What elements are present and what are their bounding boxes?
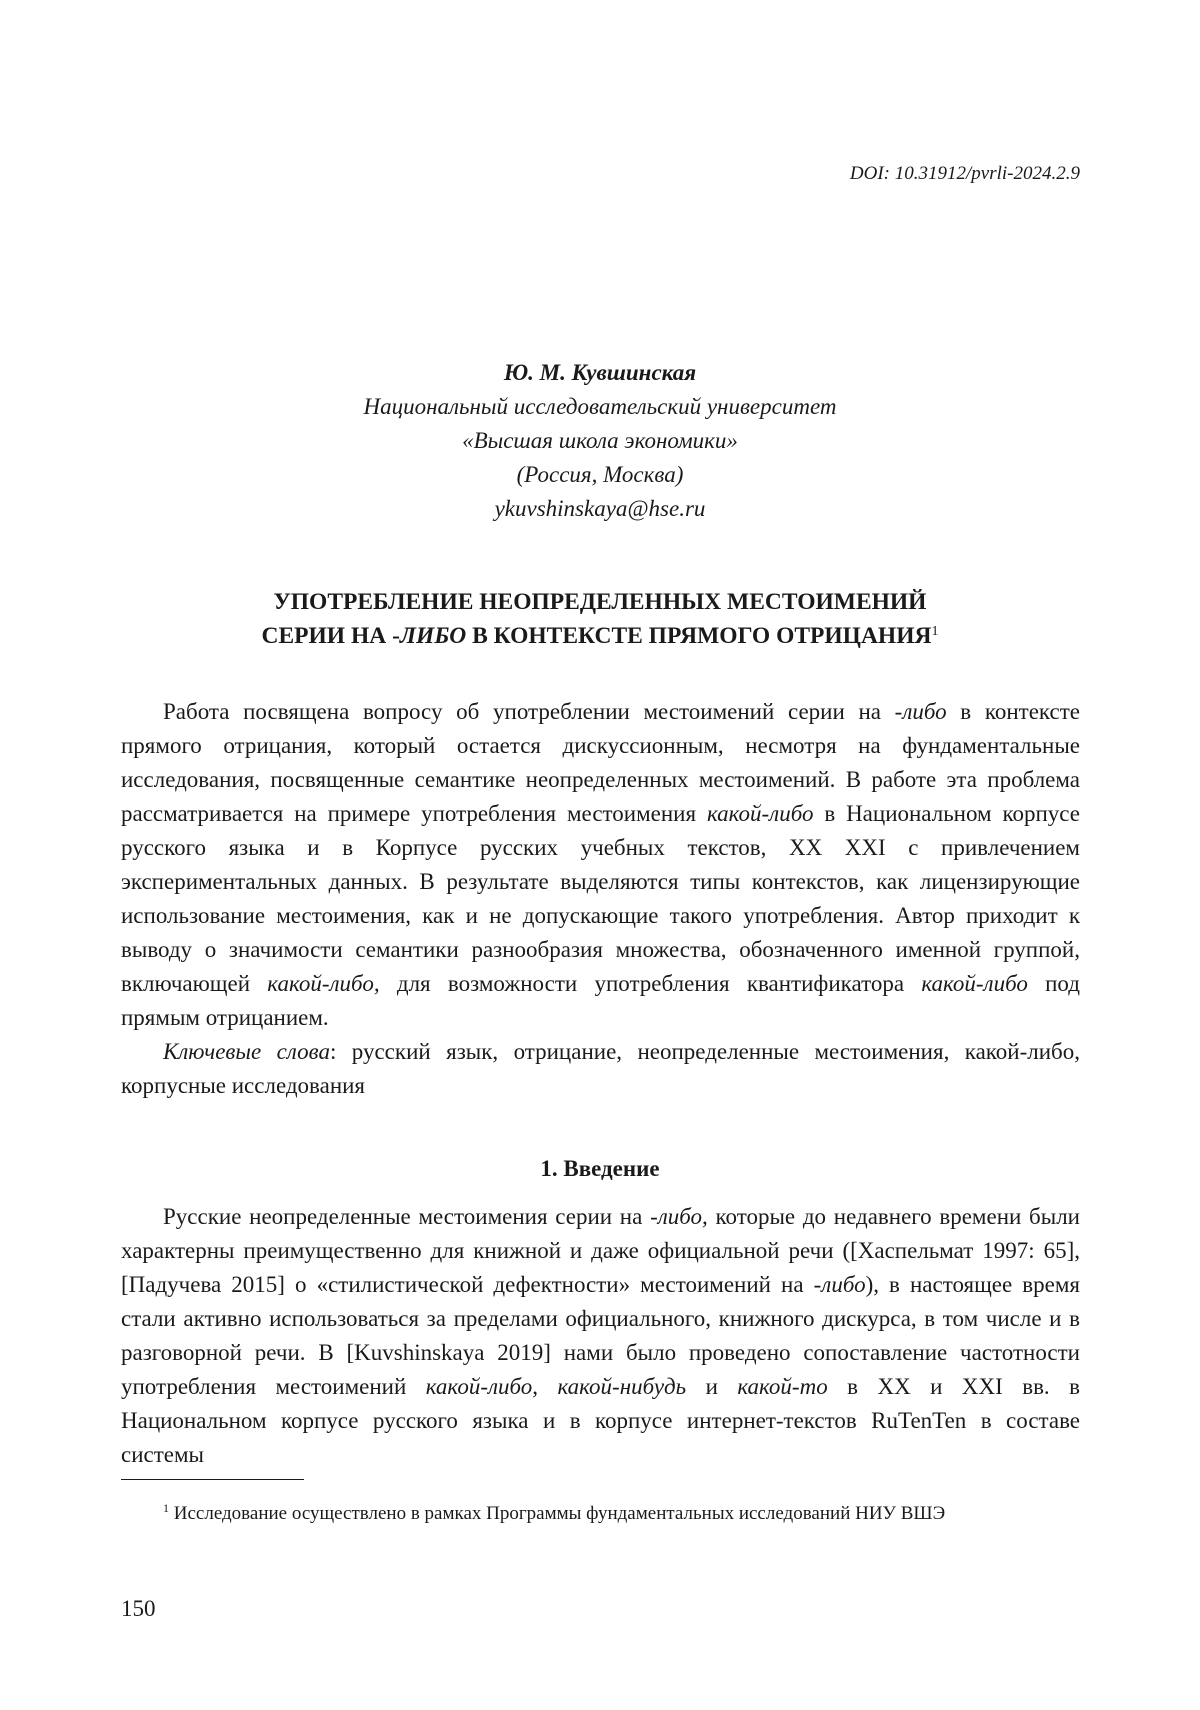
keywords-label: Ключевые слова	[163, 1039, 330, 1064]
author-location: (Россия, Москва)	[516, 462, 684, 487]
section-heading: 1. Введение	[540, 1156, 660, 1181]
intro-sep-1: ,	[532, 1374, 558, 1399]
title-line-1: УПОТРЕБЛЕНИЕ НЕОПРЕДЕЛЕННЫХ МЕСТОИМЕНИЙ	[273, 589, 927, 615]
intro-italic-5: какой-то	[737, 1374, 828, 1399]
page-number: 150	[121, 1596, 156, 1621]
affiliation-line-1: Национальный исследовательский университет	[363, 394, 837, 419]
title-footnote-mark: 1	[931, 624, 939, 639]
abstract-text-5: под прямым отрицанием.	[121, 971, 1080, 1030]
intro-italic-1: -либо,	[650, 1204, 708, 1229]
intro-italic-4: какой-нибудь	[557, 1374, 687, 1399]
intro-text-4: в XX и XXI вв. в Национальном корпусе русского языка и в корпусе интернет-текстов RuTenTen в составе системы	[121, 1374, 1080, 1467]
title-line-2	[0, 619, 1200, 653]
footnote-divider	[121, 1479, 304, 1480]
intro-body	[121, 1200, 1080, 1472]
title-line-2-italic: ЛИБО	[399, 623, 467, 649]
author-block	[0, 356, 1200, 526]
intro-text-2: которые до недавнего времени были характерны преимущественно для книжной и даже официальной речи ([Хаспельмат 1997: 65], [Падучева 2015] о «стилистической дефектности» местоимений на	[121, 1204, 1080, 1297]
abstract-text-1: Работа посвящена вопросу об употреблении местоимений серии на	[163, 699, 895, 724]
abstract-italic-1: -либо	[894, 699, 947, 724]
keywords-text: : русский язык, отрицание, неопределенные местоимения, какой-либо, корпусные исследования	[121, 1039, 1080, 1098]
intro-text-3: ), в настоящее время стали активно использоваться за пределами официального, книжного дискурса, в том числе и в разговорной речи. В [Kuvshinskaya 2019] нами было проведено сопоставление частотности употребления местоимений	[121, 1272, 1080, 1399]
abstract-italic-4: какой-либо	[921, 971, 1028, 996]
title-line-2-start: СЕРИИ НА -	[261, 623, 400, 649]
intro-sep-2: и	[686, 1374, 738, 1399]
intro-italic-3: какой-либо	[425, 1374, 533, 1399]
intro-paragraph	[121, 1200, 1080, 1472]
keywords-paragraph	[121, 1035, 1080, 1103]
intro-italic-2: -либо	[813, 1272, 866, 1297]
title-line-2-end: В КОНТЕКСТЕ ПРЯМОГО ОТРИЦАНИЯ	[466, 623, 932, 649]
abstract	[121, 695, 1080, 1103]
abstract-text-2: в контексте прямого отрицания, который остается дискуссионным, несмотря на фундаментальные исследования, посвященные семантике неопределенных местоимений. В работе эта проблема рассматривается на примере употребления местоимения	[121, 699, 1080, 826]
abstract-text-4: для возможности употребления квантификатора	[379, 971, 922, 996]
footnote-mark: 1	[163, 1501, 169, 1515]
footnote-paragraph	[121, 1500, 1080, 1528]
author-name: Ю. М. Кувшинская	[503, 360, 697, 385]
abstract-text-3: в Национальном корпусе русского языка и в Корпусе русских учебных текстов, XX XXI с привлечением экспериментальных данных. В результате выделяются типы контекстов, как лицензирующие использование местоимения, как и не допускающие такого употребления. Автор приходит к выводу о значимости семантики разнообразия множества, обозначенного именной группой, включающей	[121, 801, 1080, 996]
author-email: ykuvshinskaya@hse.ru	[494, 496, 706, 521]
doi-label: DOI: 10.31912/pvrli-2024.2.9	[849, 163, 1080, 184]
intro-text-1: Русские неопределенные местоимения серии на	[163, 1204, 651, 1229]
footnote-text: Исследование осуществлено в рамках Программы фундаментальных исследований НИУ ВШЭ	[169, 1503, 946, 1524]
abstract-paragraph	[121, 695, 1080, 1035]
affiliation-line-2: «Высшая школа экономики»	[462, 428, 738, 453]
article-title	[0, 585, 1200, 653]
abstract-italic-3: какой-либо,	[267, 971, 380, 996]
abstract-italic-2: какой-либо	[706, 801, 814, 826]
footnote	[121, 1500, 1080, 1528]
